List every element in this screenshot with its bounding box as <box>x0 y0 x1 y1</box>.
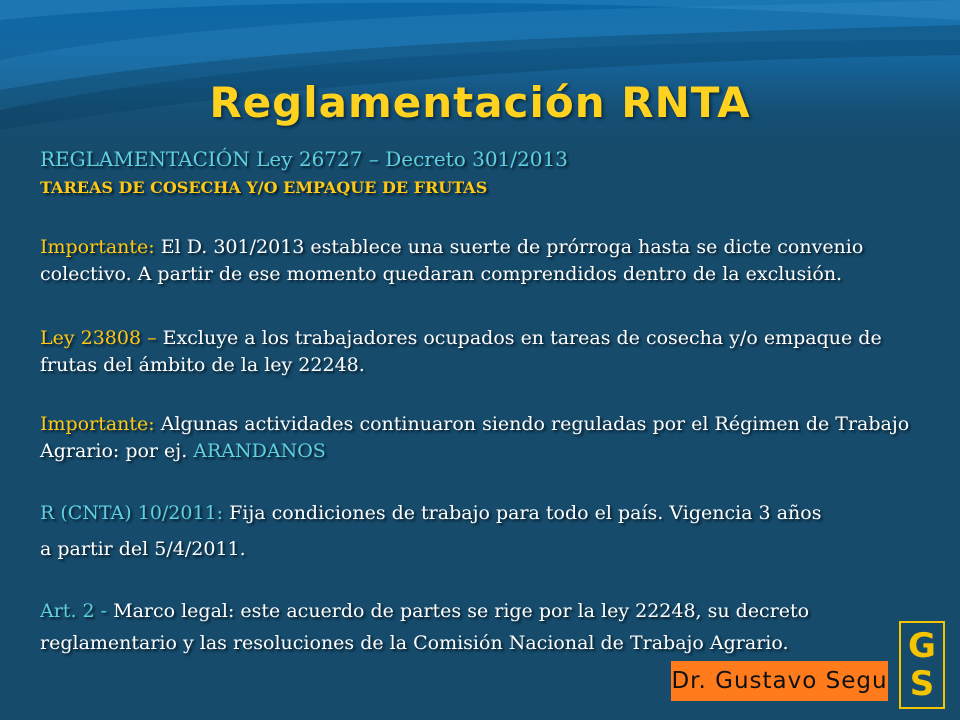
logo-letter-bottom: S <box>909 664 935 704</box>
gs-logo <box>899 621 945 709</box>
paragraph-lead: Importante: <box>40 413 155 435</box>
paragraph-text: Algunas actividades continuaron siendo reguladas por el Régimen de Trabajo Agrario: por ej. <box>40 413 910 462</box>
page-title: Reglamentación RNTA <box>209 78 751 127</box>
paragraph-text: El D. 301/2013 establece una suerte de prórroga hasta se dicte convenio colectivo. A partir de ese momento quedaran comprendidos dentro de la exclusión. <box>40 236 864 285</box>
paragraph-importante-2 <box>40 411 920 465</box>
paragraph-text: Marco legal: este acuerdo de partes se rige por la ley 22248, su decreto reglamentario y las resoluciones de la Comisión Nacional de Trabajo Agrario. <box>40 600 810 654</box>
paragraph-text: Fija condiciones de trabajo para todo el país. Vigencia 3 años <box>223 502 822 524</box>
paragraph-ley-23808 <box>40 325 920 379</box>
paragraph-lead: Importante: <box>40 236 155 258</box>
logo-letter-top: G <box>908 626 936 666</box>
paragraph-importante-1 <box>40 234 920 288</box>
paragraph-lead: R (CNTA) 10/2011: <box>40 502 224 524</box>
paragraph-lead: Art. 2 - <box>40 600 108 622</box>
heading: REGLAMENTACIÓN Ley 26727 – Decreto 301/2013 <box>40 147 568 171</box>
paragraph-cnta-line2: a partir del 5/4/2011. <box>40 538 246 560</box>
header-swoosh-decoration <box>0 0 960 150</box>
author-signature-badge: Dr. Gustavo Segu <box>671 661 888 701</box>
paragraph-text: Excluye a los trabajadores ocupados en tareas de cosecha y/o empaque de frutas del ámbito de la ley 22248. <box>40 327 882 376</box>
paragraph-lead: Ley 23808 – <box>40 327 157 349</box>
paragraph-highlight: ARANDANOS <box>193 440 326 462</box>
subheading: TAREAS DE COSECHA Y/O EMPAQUE DE FRUTAS <box>40 178 488 197</box>
paragraph-art-2 <box>40 595 920 659</box>
paragraph-cnta <box>40 500 920 527</box>
